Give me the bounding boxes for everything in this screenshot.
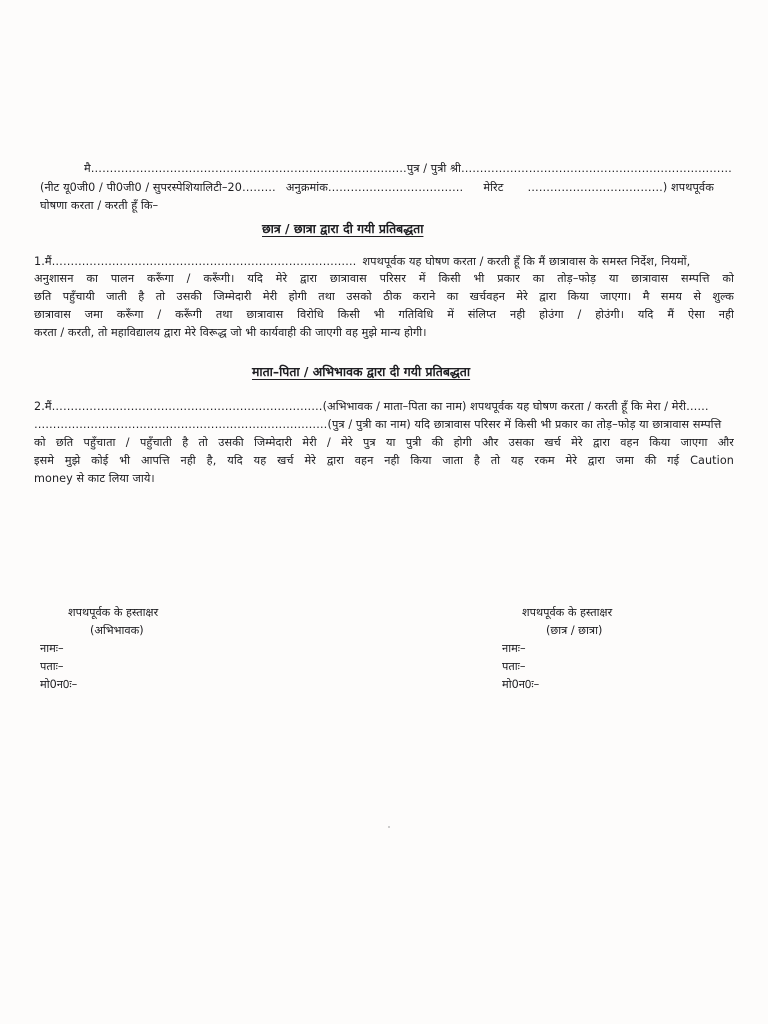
section1-number: 1.मैं bbox=[34, 255, 52, 268]
section2-number: 2.मैं bbox=[34, 400, 52, 413]
guardian-name-field: नामः– bbox=[40, 642, 64, 655]
section1-line-2: अनुशासन का पालन करूँगा / करूँगी। यदि मेरे द्वारा छात्रावास परिसर में किसी भी प्रकार का तोड़–फोड़ या छात्रावास सम्पत्ति को bbox=[34, 272, 734, 285]
section2-line-2-text: (पुत्र / पुत्री का नाम) यदि छात्रावास परिसर में किसी भी प्रकार का तोड़–फोड़ या छात्रावास सम्पत्ति bbox=[327, 418, 722, 431]
section1-line-5: करता / करती, तो महाविद्यालय द्वारा मेरे विरूद्ध जो भी कार्यवाही की जाएगी वह मुझे मान्य होगी। bbox=[34, 326, 427, 339]
blank-guardian-name: ……………………………………………………………… bbox=[51, 400, 323, 413]
intro-line-2 bbox=[40, 181, 714, 195]
blank-ward-name: …………………………………………………………………… bbox=[34, 418, 328, 431]
section1-line-3: छति पहुँचायी जाती है तो उसकी जिम्मेदारी मेरी होगी तथा उसको ठीक कराने का खर्चवहन मेरे द्वारा किया जाएगा। मै समय से शुल्क bbox=[34, 290, 734, 303]
section1-line-4: छात्रावास जमा करूँगा / करूँगी तथा छात्रावास विरोधि किसी भी गतिविधि में संलिप्त नही होउंगा / होउंगी। यदि मैं ऐसा नही bbox=[34, 308, 734, 321]
student-signature-title: शपथपूर्वक के हस्ताक्षर bbox=[522, 606, 613, 619]
intro-line-3: घोषणा करता / करती हूँ कि– bbox=[40, 199, 159, 212]
section2-line-1-text: (अभिभावक / माता–पिता का नाम) शपथपूर्वक यह घोषण करता / करती हूँ कि मेरा / मेरी bbox=[322, 400, 687, 413]
intro-merit: मेरिट bbox=[483, 181, 504, 194]
section2-heading: माता–पिता / अभिभावक द्वारा दी गयी प्रतिबद्धता bbox=[252, 364, 471, 379]
section2-line-3: को छति पहुँचाता / पहुँचाती है तो उसकी जिम्मेदारी मेरी / मेरे पुत्र या पुत्री की होगी और उसका खर्च मेरे द्वारा वहन किया जाएगा और bbox=[34, 436, 734, 449]
intro-parent: पुत्र / पुत्री श्री bbox=[406, 162, 461, 175]
section2-line-4: इसमे मुझे कोई भी आपत्ति नही है, यदि यह खर्च मेरे द्वारा वहन नही किया जाता है तो यह रकम मेरे द्वारा जमा की गई Caution bbox=[34, 454, 734, 467]
section2-line-5: money से काट लिया जाये। bbox=[34, 472, 155, 485]
intro-oath: ) शपथपूर्वक bbox=[662, 181, 714, 194]
student-role: (छात्र / छात्रा) bbox=[546, 624, 603, 637]
blank-year: ……… bbox=[241, 181, 276, 194]
guardian-signature-title: शपथपूर्वक के हस्ताक्षर bbox=[68, 606, 159, 619]
intro-mai: मै bbox=[84, 162, 91, 175]
blank-merit: ……………………………… bbox=[527, 181, 663, 194]
section1-heading: छात्र / छात्रा द्वारा दी गयी प्रतिबद्धता bbox=[262, 221, 424, 236]
blank-ward: …… bbox=[686, 400, 709, 413]
guardian-role: (अभिभावक) bbox=[90, 624, 144, 637]
guardian-mobile-field: मो0न0ः– bbox=[40, 678, 78, 691]
blank-student-name: ……………………………………………………………………… bbox=[51, 255, 357, 268]
guardian-address-field: पताः– bbox=[40, 660, 64, 673]
intro-line-1 bbox=[84, 162, 732, 176]
section2-line-2 bbox=[34, 418, 721, 432]
section1-line-1 bbox=[34, 255, 690, 269]
student-mobile-field: मो0न0ः– bbox=[502, 678, 540, 691]
section2-line-1 bbox=[34, 400, 709, 414]
paper-speck bbox=[388, 826, 390, 828]
student-name-field: नामः– bbox=[502, 642, 526, 655]
blank-name: ………………………………………………………………………… bbox=[90, 162, 407, 175]
intro-rollno: अनुक्रमांक bbox=[285, 181, 328, 194]
student-address-field: पताः– bbox=[502, 660, 526, 673]
blank-rollno: ……………………………… bbox=[327, 181, 464, 194]
intro-course: (नीट यू0जी0 / पी0जी0 / सुपरस्पेशियालिटी–20 bbox=[40, 181, 242, 194]
blank-parent-name: ……………………………………………………………… bbox=[460, 162, 732, 175]
section1-line-1-text: शपथपूर्वक यह घोषण करता / करती हूँ कि मैं छात्रावास के समस्त निर्देश, नियमों, bbox=[362, 255, 691, 268]
